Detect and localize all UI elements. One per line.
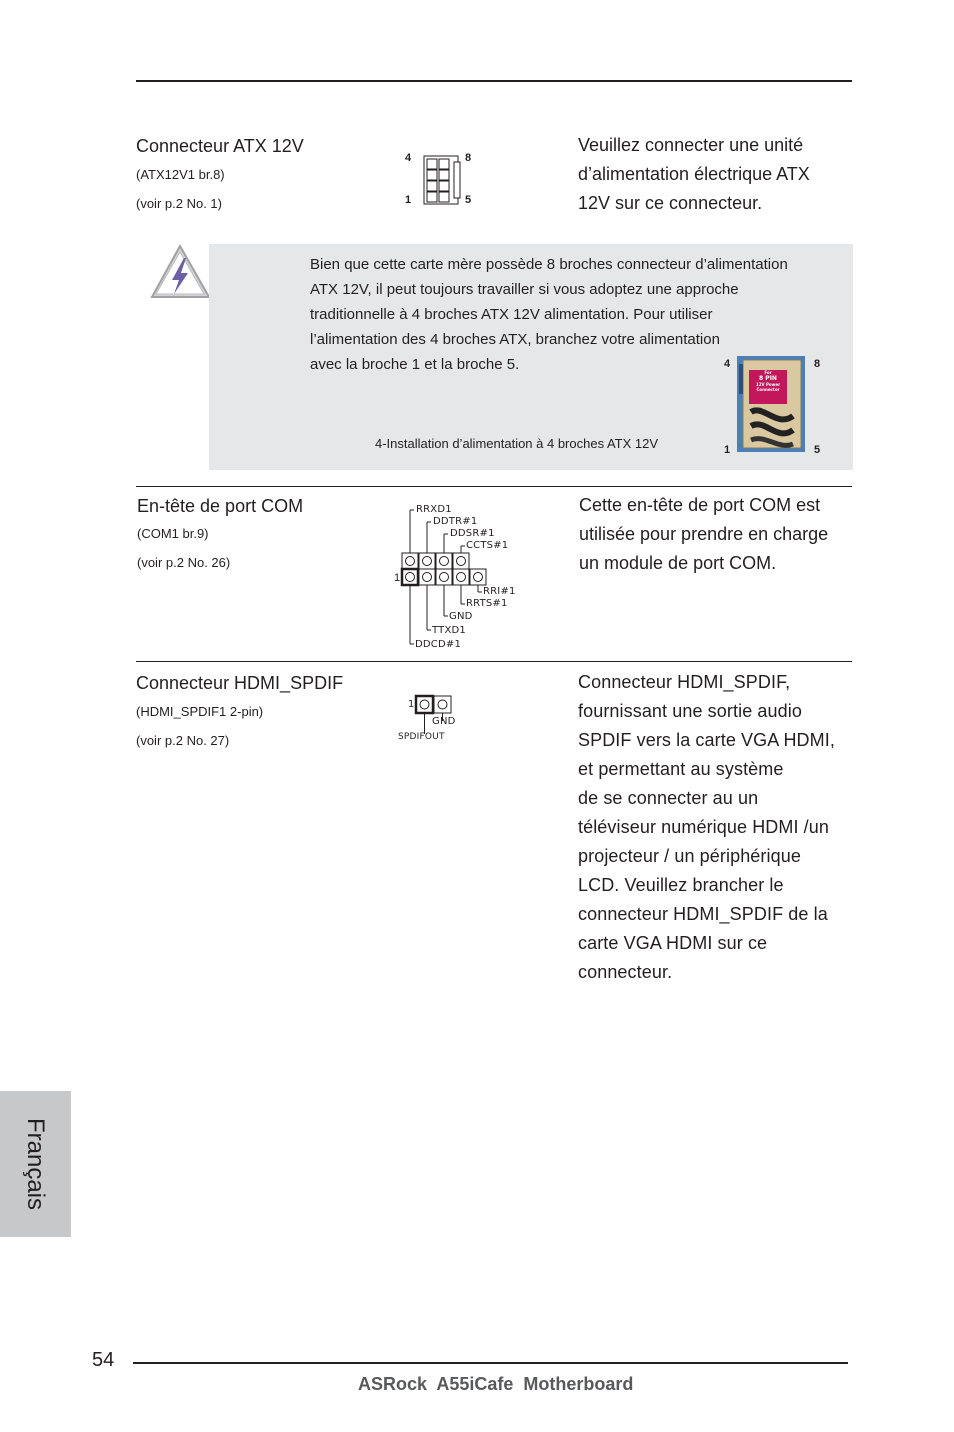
atx-description [578,131,853,218]
atx-ref: (ATX12V1 br.8) [136,167,225,182]
atx-pin-5: 5 [465,194,472,206]
note-line: avec la broche 1 et la broche 5. [310,356,520,373]
footer-rule [133,1362,848,1364]
hdmi-desc-line: carte VGA HDMI sur ce [578,933,768,953]
connector-photo [720,352,830,460]
atx-see: (voir p.2 No. 1) [136,196,222,211]
photo-label-line: Connector [756,387,780,392]
atx-pin-grid [422,154,462,206]
atx-desc-line: Veuillez connecter une unité [578,135,804,155]
hdmi-desc-line: LCD. Veuillez brancher le [578,875,784,895]
note-line: ATX 12V, il peut toujours travailler si vous adoptez une approche [310,281,739,298]
warning-icon [148,242,212,300]
com-label-ccts1: CCTS#1 [466,540,509,551]
com-desc-line: Cette en-tête de port COM est [579,495,821,515]
com-pin-1: 1 [394,572,401,584]
com-label-ddtr1: DDTR#1 [433,516,478,527]
atx-title: Connecteur ATX 12V [136,136,304,156]
com-title: En-tête de port COM [137,496,304,516]
hdmi-desc-line: projecteur / un périphérique [578,846,801,866]
com-label-ddcd1: DDCD#1 [415,639,462,650]
com-description [579,491,854,578]
note-line: traditionnelle à 4 broches ATX 12V alimentation. Pour utiliser [310,306,713,323]
com-label-rri1: RRI#1 [483,586,516,597]
com-label-rrts1: RRTS#1 [466,598,508,609]
hdmi-desc-line: connecteur HDMI_SPDIF de la [578,904,828,924]
atx-desc-line: d’alimentation électrique ATX [578,164,810,184]
com-label-gnd: GND [449,611,473,622]
photo-pin-1: 1 [724,444,731,456]
atx-connector-diagram [400,150,480,210]
photo-label-line: For [764,370,772,375]
language-tab-label: Français [22,1117,49,1211]
photo-pin-8: 8 [814,358,821,370]
com-desc-line: un module de port COM. [579,553,777,573]
hdmi-see: (voir p.2 No. 27) [136,733,230,748]
hdmi-ref: (HDMI_SPDIF1 2-pin) [136,704,264,719]
com-see: (voir p.2 No. 26) [137,555,231,570]
page-number: 54 [92,1349,115,1371]
atx-desc-line: 12V sur ce connecteur. [578,193,763,213]
note-line: Bien que cette carte mère possède 8 broches connecteur d’alimentation [310,256,788,273]
hdmi-pin-1: 1 [408,699,415,710]
com-header-diagram [392,498,522,653]
com-label-rrxd1: RRXD1 [416,504,452,515]
hdmi-description [578,668,853,987]
top-rule [136,80,852,82]
atx-pin-4: 4 [405,152,412,164]
photo-label [749,370,787,392]
hdmi-desc-line: et permettant au système [578,759,784,779]
hdmi-desc-line: téléviseur numérique HDMI /un [578,817,830,837]
hdmi-label-gnd: GND [432,716,456,727]
hdmi-title: Connecteur HDMI_SPDIF [136,673,344,693]
hdmi-label-spdifout: SPDIFOUT [398,732,445,742]
com-ref: (COM1 br.9) [137,526,209,541]
com-label-ttxd1: TTXD1 [432,625,466,636]
hdmi-desc-line: fournissant une sortie audio [578,701,802,721]
atx-pin-8: 8 [465,152,472,164]
section-rule-com [136,486,852,487]
photo-pin-5: 5 [814,444,821,456]
photo-label-line: 12V Power [755,382,781,387]
hdmi-spdif-diagram [400,690,470,745]
atx-pin-1: 1 [405,194,412,206]
hdmi-desc-line: connecteur. [578,962,673,982]
photo-pin-4: 4 [724,358,731,370]
note-line: l’alimentation des 4 broches ATX, branchez votre alimentation [310,331,720,348]
hdmi-desc-line: SPDIF vers la carte VGA HDMI, [578,730,835,750]
hdmi-desc-line: Connecteur HDMI_SPDIF, [578,672,791,692]
com-label-ddsr1: DDSR#1 [450,528,495,539]
hdmi-desc-line: de se connecter au un [578,788,759,808]
language-side-tab [0,1091,71,1237]
photo-label-line: 8 PIN [759,375,777,382]
product-name: ASRock A55iCafe Motherboard [358,1374,634,1394]
com-desc-line: utilisée pour prendre en charge [579,524,829,544]
section-rule-hdmi [136,661,852,662]
note-caption: 4-Installation d’alimentation à 4 broches ATX 12V [375,436,659,451]
